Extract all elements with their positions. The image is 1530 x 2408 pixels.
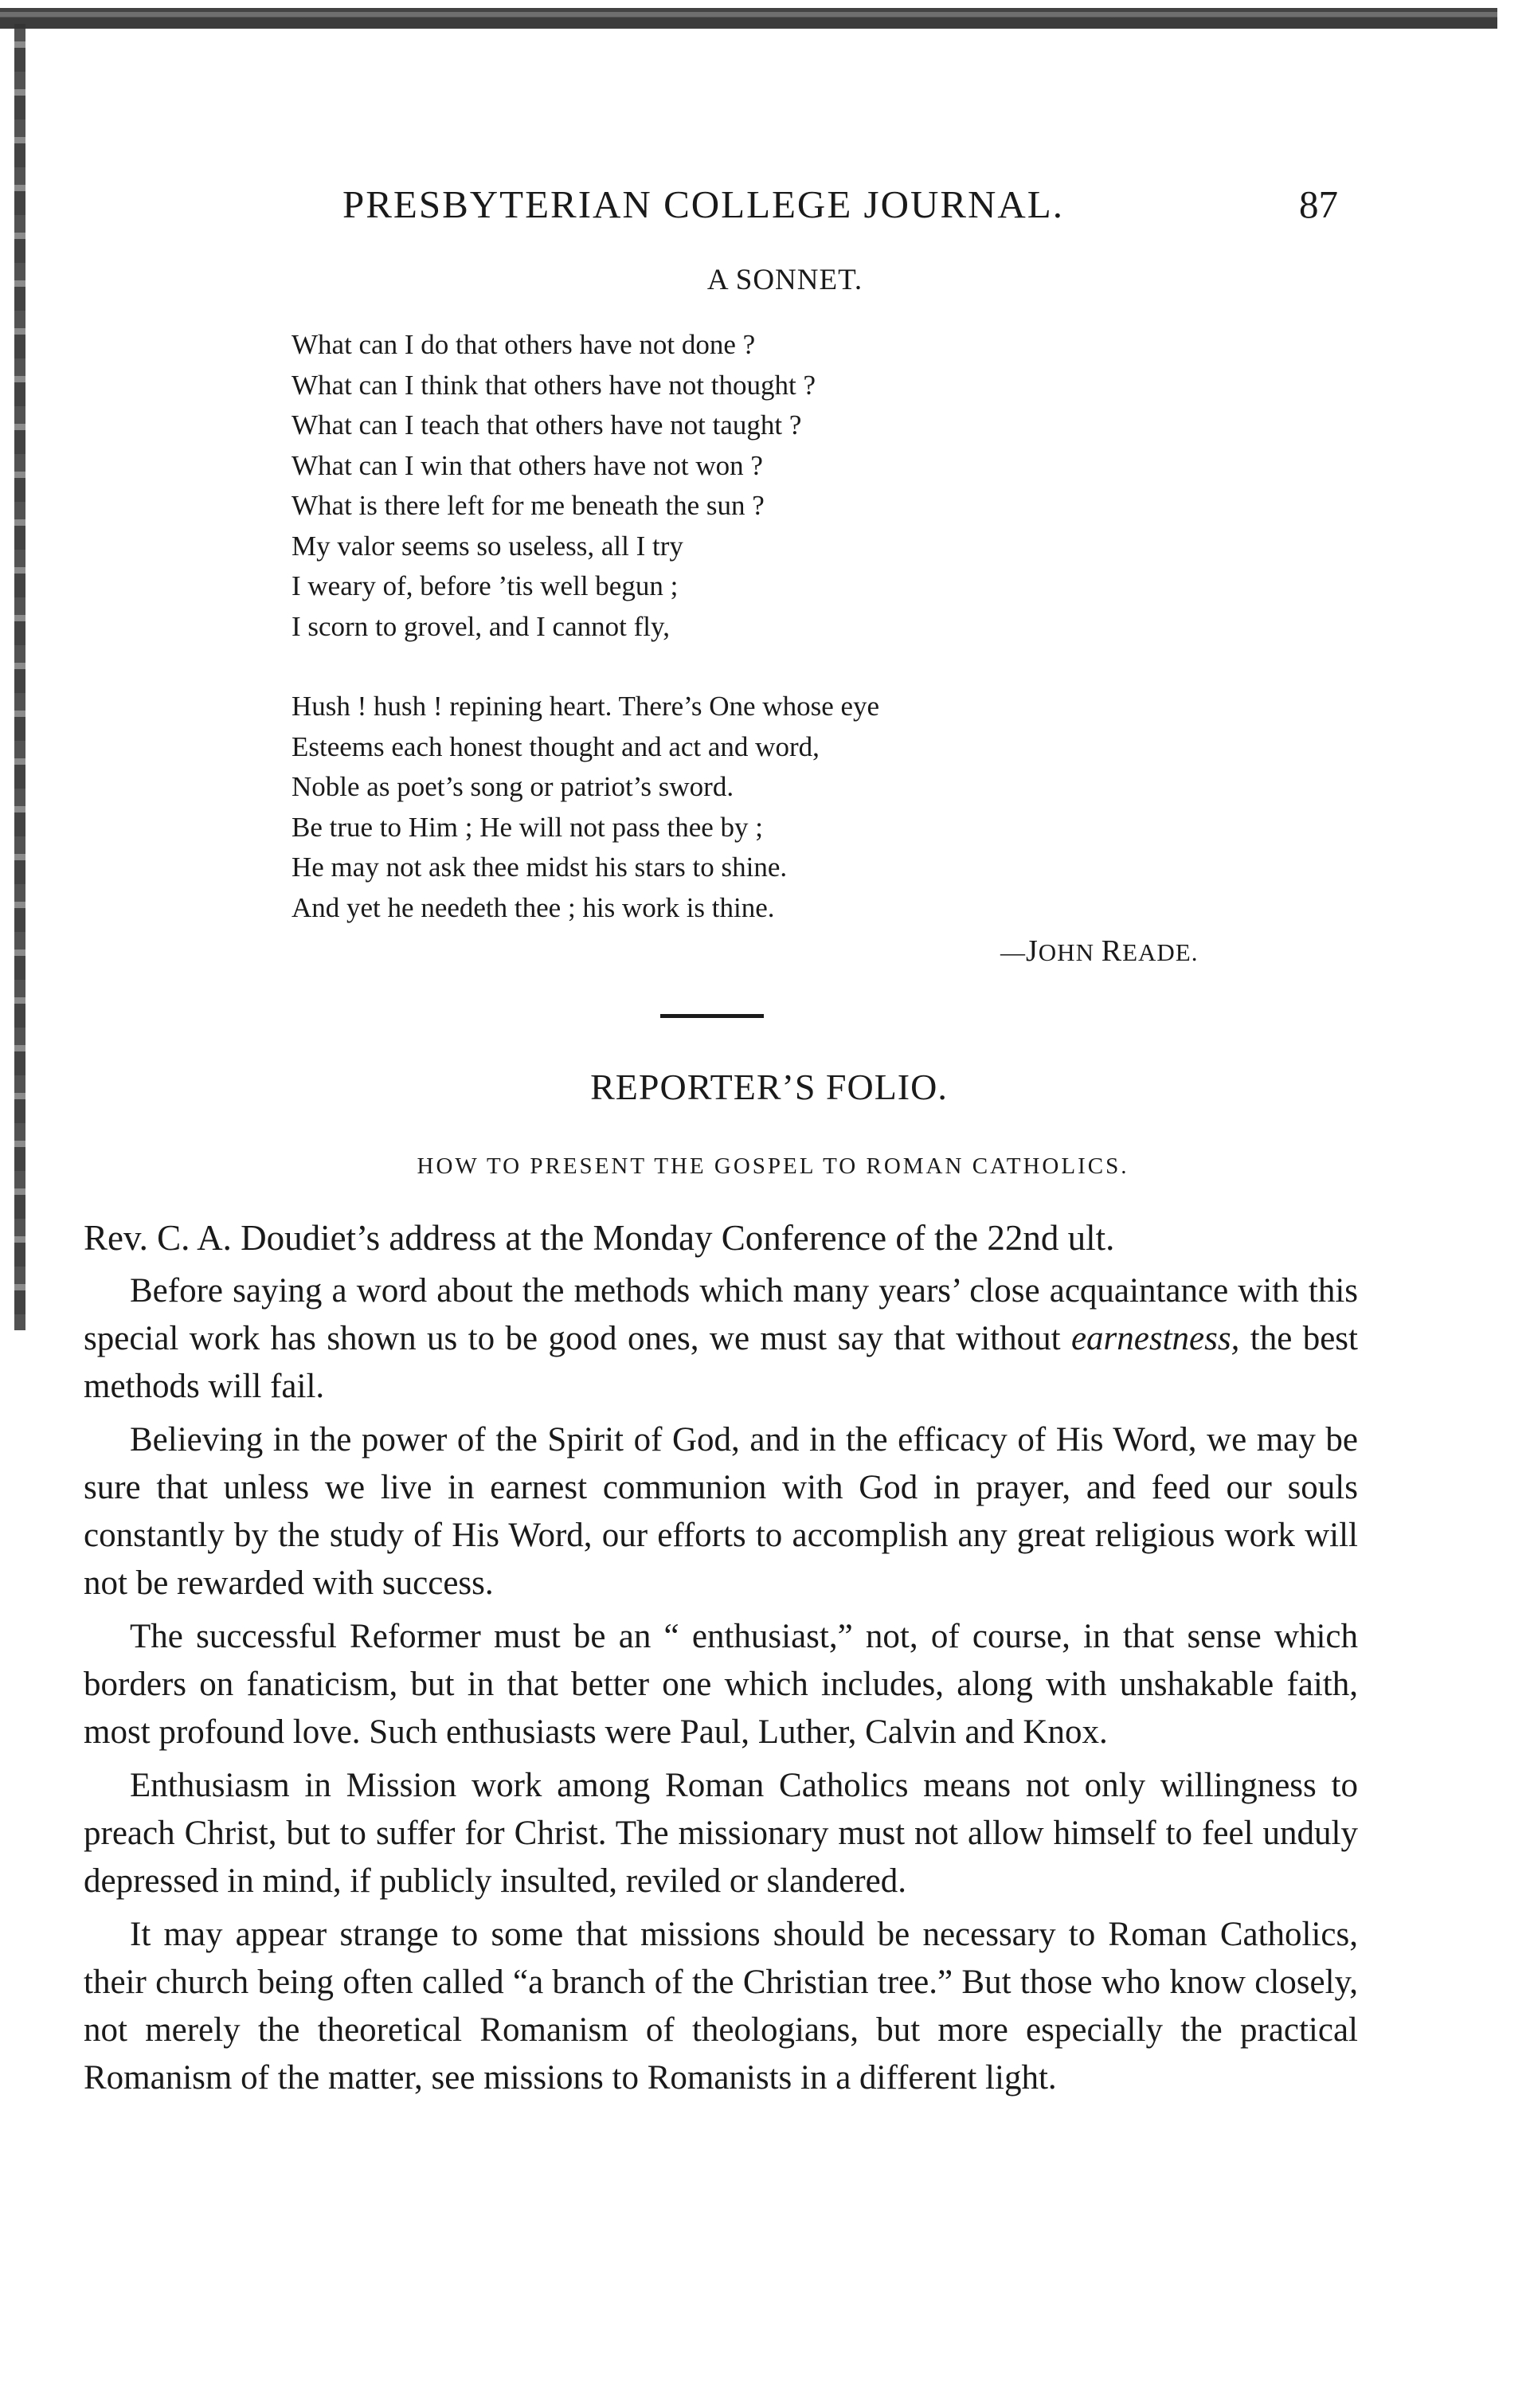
poem-line: What is there left for me beneath the sun ?	[292, 490, 765, 521]
poem-line: What can I teach that others have not taught ?	[292, 409, 802, 440]
section-title: REPORTER’S FOLIO.	[590, 1067, 948, 1107]
paragraph-text: the best methods will fail.	[84, 1320, 1358, 1405]
attribution-initial: J	[1026, 934, 1039, 968]
section-divider	[660, 1014, 764, 1018]
article-lead: Rev. C. A. Doudiet’s address at the Monday Conference of the 22nd ult.	[84, 1218, 1115, 1258]
poem-line: My valor seems so useless, all I try	[292, 530, 683, 562]
poem-line: Be true to Him ; He will not pass thee by ;	[292, 811, 763, 843]
attribution-text: EADE.	[1122, 938, 1199, 966]
poem-line: Esteems each honest thought and act and word,	[292, 730, 820, 762]
poem-attribution	[1000, 934, 1198, 969]
poem-line: Hush ! hush ! repining heart. There’s One whose eye	[292, 691, 880, 722]
attribution-dash: —	[1000, 938, 1026, 966]
poem-title: A SONNET.	[706, 264, 863, 296]
poem-line: What can I do that others have not done ?	[292, 329, 756, 360]
poem-line: And yet he needeth thee ; his work is thine.	[292, 891, 775, 923]
poem-line: What can I think that others have not thought ?	[292, 369, 816, 401]
article-paragraph: It may appear strange to some that missions should be necessary to Roman Catholics, their church being often called “a branch of the Christian tree.” But those who know closely, not merely the theoretical Romanism of theologians, but more especially the practical Romanism of the matter, see missions to Romanists in a different light.	[84, 1916, 1358, 2097]
poem-line: He may not ask thee midst his stars to shine.	[292, 852, 788, 883]
poem-line: I scorn to grovel, and I cannot fly,	[292, 610, 670, 642]
poem-stanza-1	[292, 325, 879, 647]
scan-border-top	[0, 8, 1497, 29]
poem-line: Noble as poet’s song or patriot’s sword.	[292, 771, 734, 802]
article-paragraph: The successful Reformer must be an “ enthusiast,” not, of course, in that sense which borders on fanaticism, but in that better one which includes, along with unshakable faith, most profound love. Such enthusiasts were Paul, Luther, Calvin and Knox.	[84, 1618, 1358, 1751]
poem-line: What can I win that others have not won ?	[292, 449, 763, 481]
attribution-text: OHN	[1038, 938, 1094, 966]
scan-border-left	[14, 24, 25, 1330]
journal-title: PRESBYTERIAN COLLEGE JOURNAL.	[342, 182, 1064, 226]
paragraph-text: Before saying a word about the methods which many years’ close acquaintance with this special work has shown us to be good ones, we must say that without	[84, 1272, 1358, 1357]
article-paragraph: Believing in the power of the Spirit of God, and in the efficacy of His Word, we may be sure that unless we live in earnest communion with God in prayer, and feed our souls constantly by the study of His Word, our efforts to accomplish any great religious work will not be rewarded with success.	[84, 1421, 1358, 1602]
emphasis-text: earnestness,	[1070, 1320, 1240, 1357]
page-number: 87	[1299, 182, 1338, 226]
poem-body	[292, 325, 879, 968]
poem-stanza-2	[292, 687, 879, 928]
attribution-initial: R	[1101, 934, 1123, 968]
running-head	[175, 182, 1370, 237]
article-paragraph	[84, 1267, 1358, 1411]
article-subhead: HOW TO PRESENT THE GOSPEL TO ROMAN CATHOLICS.	[417, 1153, 1129, 1179]
article-paragraph: Enthusiasm in Mission work among Roman Catholics means not only willingness to preach Christ, but to suffer for Christ. The missionary must not allow himself to feel unduly depressed in mind, if publicly insulted, reviled or slandered.	[84, 1767, 1358, 1900]
article-body	[84, 1214, 1358, 2108]
poem-line: I weary of, before ’tis well begun ;	[292, 570, 679, 601]
